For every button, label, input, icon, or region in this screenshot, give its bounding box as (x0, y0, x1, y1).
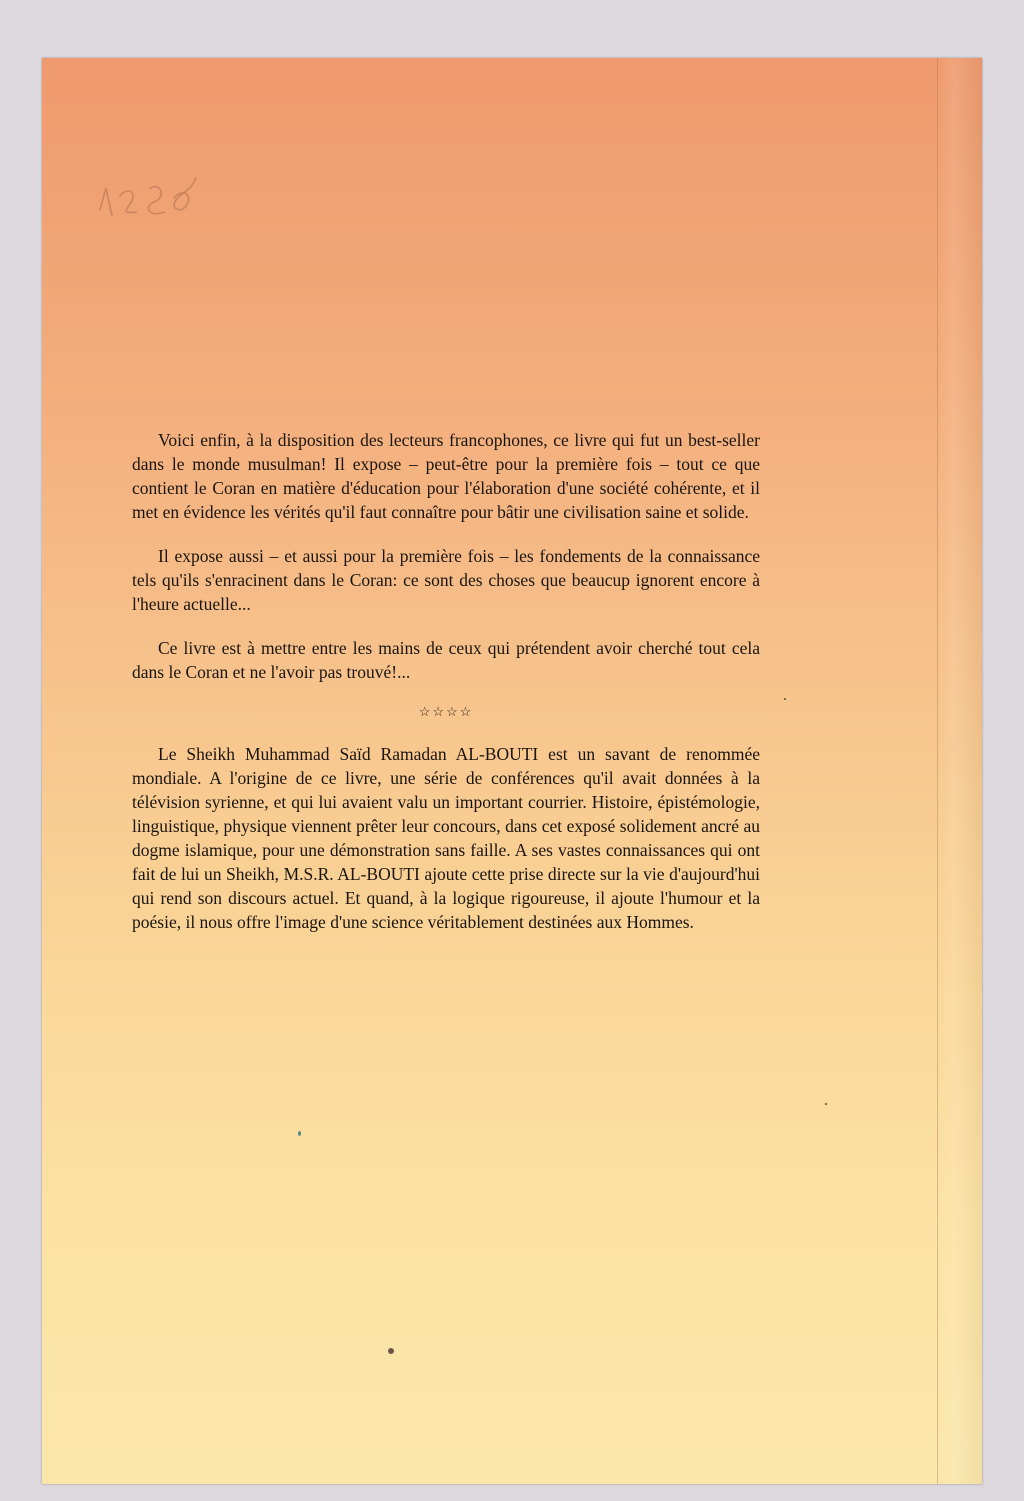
blurb-paragraph-audience: Ce livre est à mettre entre les mains de ceux qui prétendent avoir cherché tout cela dans le Coran et ne l'avoir pas trouvé!... (132, 638, 760, 682)
paper-speck (825, 1103, 827, 1105)
handwritten-pencil-mark (72, 118, 222, 238)
back-cover-blurb (132, 428, 760, 954)
blurb-paragraph-foundations: Il expose aussi – et aussi pour la première fois – les fondements de la connaissance tels qu'ils s'enracinent dans le Coran: ce sont des choses que beaucup ignorent encore à l'heure actuelle... (132, 546, 760, 614)
blurb-paragraph-intro: Voici enfin, à la disposition des lecteurs francophones, ce livre qui fut un best-seller dans le monde musulman! Il expose – peut-être pour la première fois – tout ce que contient le Coran en matière d'éducation pour l'élaboration d'une société cohérente, et il met en évidence les vérités qu'il faut connaître pour bâtir une civilisation saine et solide. (132, 430, 760, 522)
paper-speck (784, 698, 786, 700)
paper-speck (388, 1348, 394, 1354)
cover-fold-line (937, 58, 938, 1484)
paper-speck (298, 1131, 301, 1136)
cover-spine-edge (936, 58, 982, 1484)
stars-separator: ☆☆☆☆ (418, 704, 474, 719)
author-bio-paragraph: Le Sheikh Muhammad Saïd Ramadan AL-BOUTI est un savant de renommée mondiale. A l'origine de ce livre, une série de conférences qu'il avait données à la télévision syrienne, et qui lui avaient valu un important courrier. Histoire, épistémologie, linguistique, physique viennent prêter leur concours, dans cet exposé solidement ancré au dogme islamique, pour une démonstration sans faille. A ses vastes connaissances qui ont fait de lui un Sheikh, M.S.R. AL-BOUTI ajoute cette prise directe sur la vie d'aujourd'hui qui rend son discours actuel. Et quand, à la logique rigoureuse, il ajoute l'humour et la poésie, il nous offre l'image d'une science véritablement destinées aux Hommes. (132, 744, 760, 932)
